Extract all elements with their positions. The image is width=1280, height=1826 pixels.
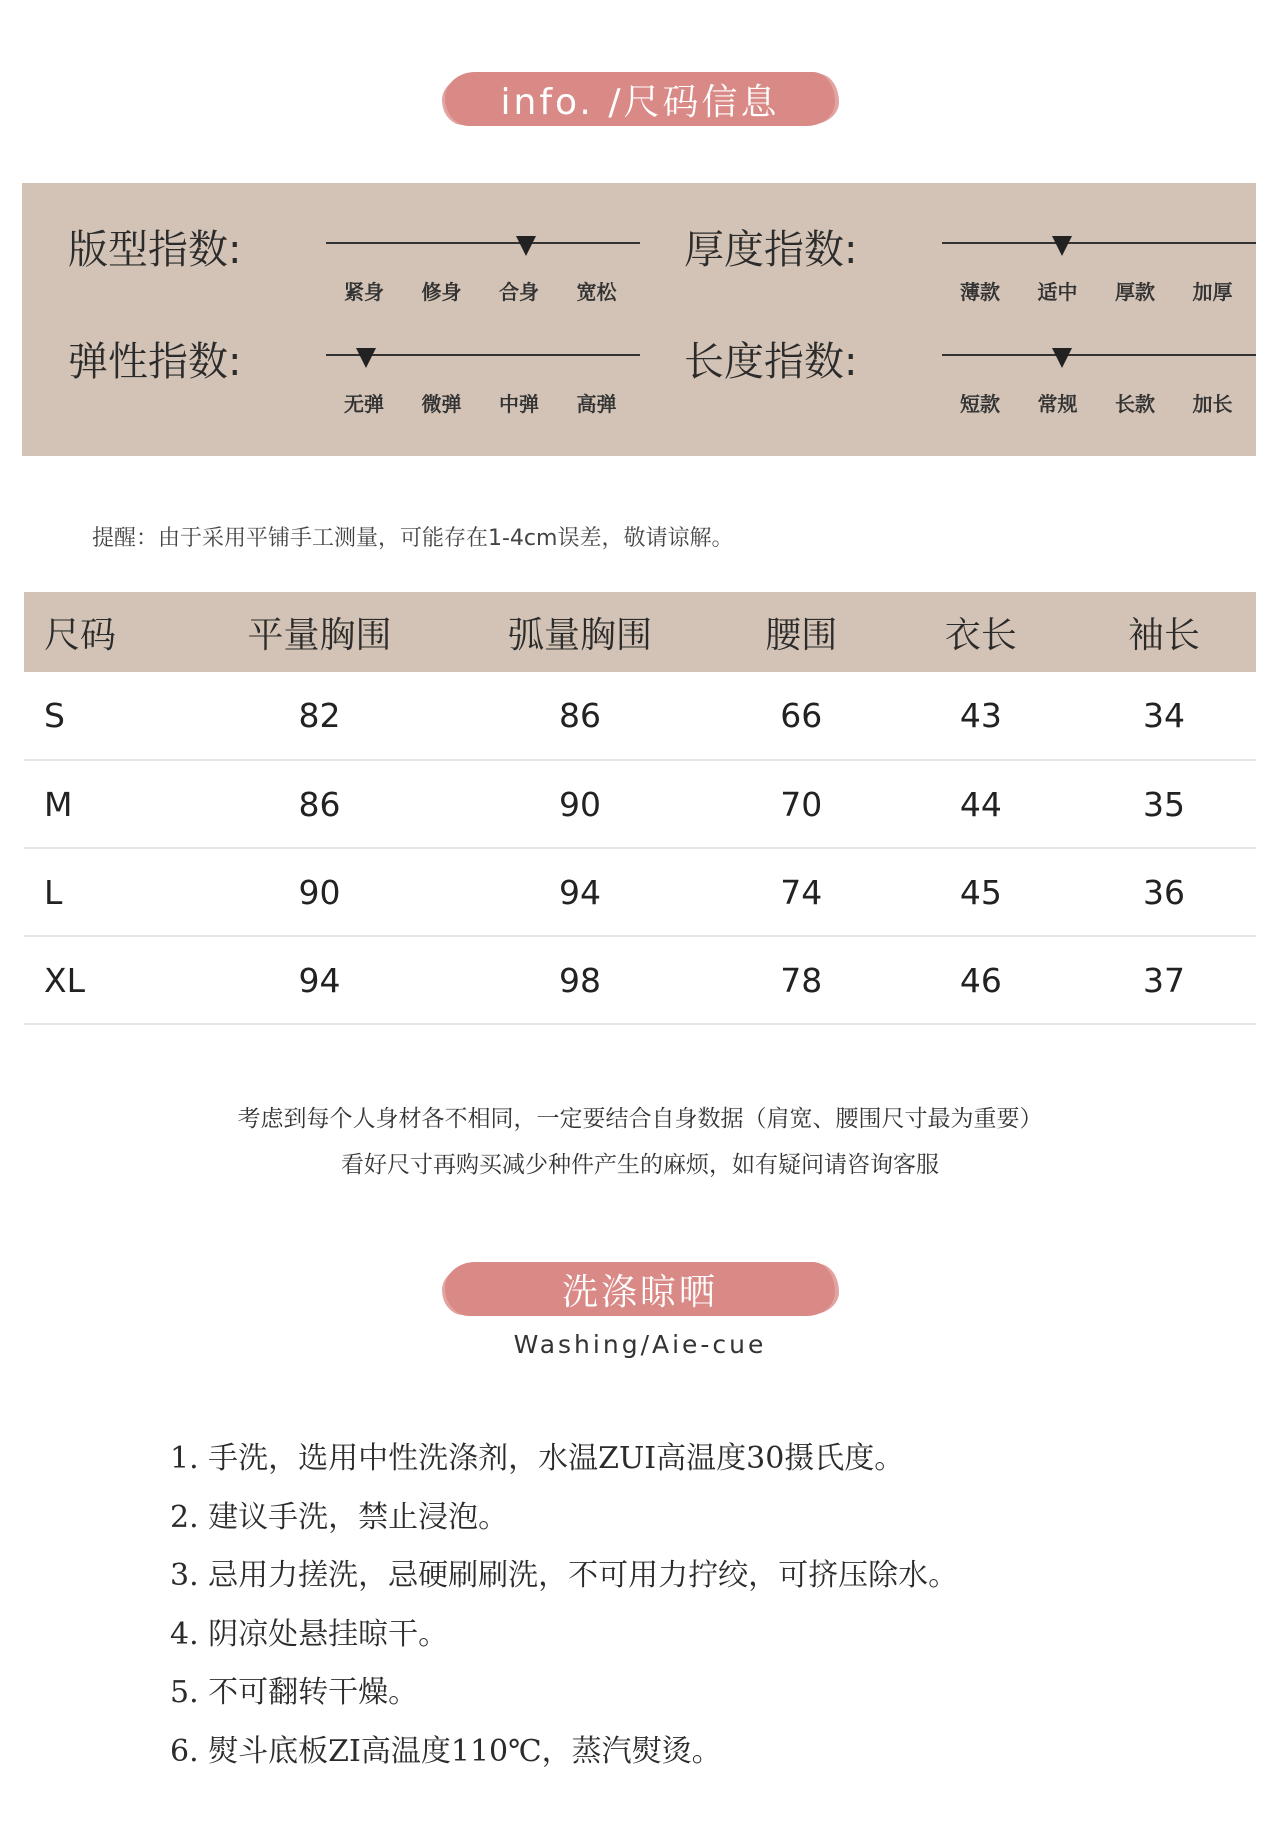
list-item: 5. 不可翻转干燥。 (170, 1675, 419, 1710)
index-marker-icon (356, 348, 376, 368)
index-options (344, 276, 654, 305)
index-option: 厚款 (1115, 280, 1155, 304)
table-header: 衣长 (944, 614, 1017, 656)
list-item: 6. 熨斗底板ZI高温度110℃，蒸汽熨烫。 (170, 1733, 722, 1769)
list-item: 4. 阴凉处悬挂晾干。 (170, 1616, 449, 1652)
table-row (24, 848, 1256, 936)
index-length (684, 330, 1244, 440)
index-track (326, 242, 640, 244)
table-cell: 35 (1142, 784, 1185, 824)
table-cell: 86 (298, 784, 341, 824)
index-options (344, 388, 654, 417)
index-marker-icon (1052, 348, 1072, 368)
index-option: 修身 (421, 280, 462, 304)
fit-index-panel (22, 183, 1256, 456)
index-option: 高弹 (576, 392, 617, 416)
list-item: 3. 忌用力搓洗，忌硬刷刷洗，不可用力拧绞，可挤压除水。 (170, 1558, 959, 1593)
table-cell: XL (44, 960, 85, 1000)
list-item: 1. 手洗，选用中性洗涤剂，水温ZUI高温度30摄氏度。 (170, 1441, 905, 1476)
index-options (960, 388, 1270, 417)
index-option: 微弹 (421, 392, 462, 416)
index-option: 薄款 (960, 280, 1000, 304)
index-option: 短款 (960, 392, 1000, 416)
table-cell: 37 (1142, 960, 1185, 1000)
table-header: 尺码 (44, 614, 117, 656)
table-cell: 98 (558, 960, 601, 1000)
index-track (326, 354, 640, 356)
index-option: 加厚 (1192, 280, 1233, 304)
table-cell: 74 (780, 872, 823, 912)
index-option: 长款 (1115, 392, 1155, 416)
table-cell: 70 (780, 784, 823, 824)
table-row (24, 760, 1256, 848)
table-header: 袖长 (1127, 614, 1200, 656)
measurement-note: 提醒：由于采用平铺手工测量，可能存在1-4cm误差，敬请谅解。 (92, 526, 734, 551)
index-option: 合身 (499, 280, 539, 304)
table-cell: 86 (558, 696, 601, 735)
index-label: 厚度指数: (684, 227, 858, 273)
table-cell: 43 (959, 696, 1002, 735)
index-thickness (684, 218, 1244, 328)
index-elasticity (68, 330, 628, 440)
table-cell: 66 (780, 696, 823, 735)
wash-instructions (170, 1430, 958, 1781)
table-cell: 82 (298, 696, 341, 735)
list-item: 2. 建议手洗，禁止浸泡。 (170, 1499, 509, 1535)
advice-line-2: 看好尺寸再购买减少种件产生的麻烦，如有疑问请咨询客服 (341, 1152, 939, 1178)
info-banner-title: info. /尺码信息 (500, 81, 780, 123)
index-label: 长度指数: (684, 339, 858, 385)
wash-subtitle: Washing/Aie-cue (513, 1330, 767, 1359)
index-option: 宽松 (576, 280, 617, 304)
table-row (24, 672, 1256, 760)
table-cell: 46 (959, 960, 1002, 1000)
table-header: 平量胸围 (247, 614, 392, 656)
info-banner (445, 72, 835, 126)
table-header: 弧量胸围 (507, 614, 652, 656)
table-cell: 44 (959, 784, 1002, 824)
size-table (24, 592, 1256, 1025)
index-label: 版型指数: (68, 227, 242, 273)
table-row (24, 936, 1256, 1024)
index-option: 紧身 (344, 280, 384, 304)
index-marker-icon (1052, 236, 1072, 256)
table-cell: 36 (1142, 872, 1185, 912)
index-track (942, 242, 1256, 244)
index-option: 常规 (1037, 392, 1078, 416)
table-cell: S (44, 696, 65, 735)
index-marker-icon (516, 236, 536, 256)
index-label: 弹性指数: (68, 339, 242, 385)
table-cell: M (44, 784, 73, 824)
index-option: 中弹 (499, 392, 539, 416)
wash-banner-title: 洗涤晾晒 (561, 1271, 718, 1313)
table-cell: 90 (558, 784, 601, 824)
table-cell: 78 (780, 960, 823, 1000)
index-option: 适中 (1037, 280, 1078, 304)
table-header-row (24, 592, 1256, 672)
advice-line-1: 考虑到每个人身材各不相同，一定要结合自身数据（肩宽、腰围尺寸最为重要） (237, 1106, 1043, 1132)
table-cell: L (44, 872, 63, 912)
table-cell: 94 (298, 960, 341, 1000)
table-cell: 34 (1142, 696, 1185, 735)
index-option: 加长 (1192, 392, 1233, 416)
wash-banner (445, 1262, 835, 1316)
table-cell: 90 (298, 872, 341, 912)
table-cell: 45 (959, 872, 1002, 912)
index-options (960, 276, 1270, 305)
index-track (942, 354, 1256, 356)
table-cell: 94 (558, 872, 601, 912)
index-option: 无弹 (344, 392, 384, 416)
index-fit (68, 218, 628, 328)
table-header: 腰围 (765, 614, 838, 656)
